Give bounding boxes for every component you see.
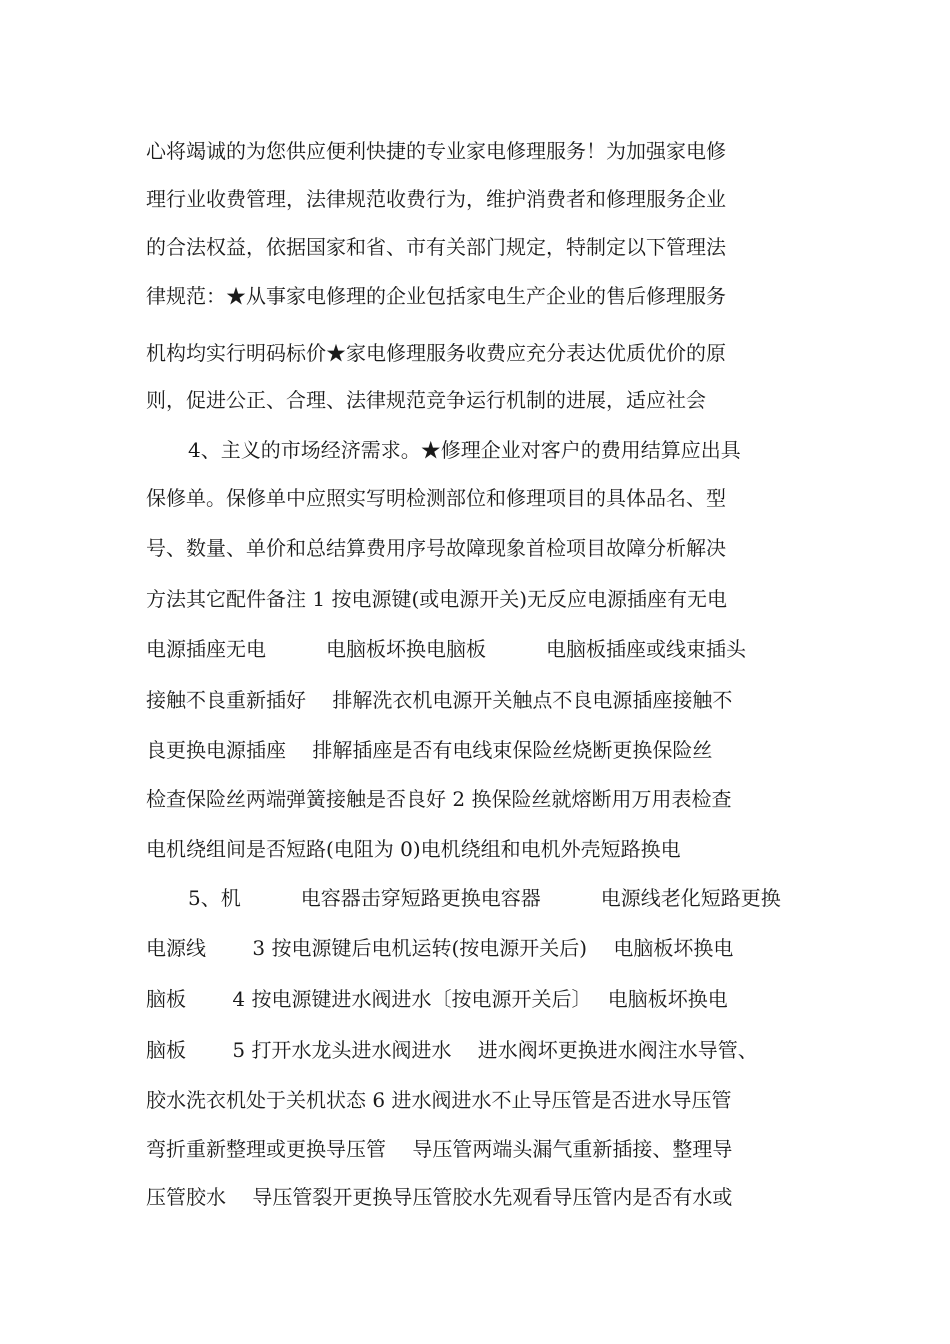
- text-line: 保修单。保修单中应照实写明检测部位和修理项目的具体品名、型: [146, 486, 726, 510]
- text-line: 机构均实行明码标价★家电修理服务收费应充分表达优质优价的原: [146, 341, 726, 365]
- text-line: 良更换电源插座 排解插座是否有电线束保险丝烧断更换保险丝: [146, 738, 713, 762]
- text-line: 接触不良重新插好 排解洗衣机电源开关触点不良电源插座接触不: [146, 688, 733, 712]
- text-line: 号、数量、单价和总结算费用序号故障现象首检项目故障分析解决: [146, 536, 726, 560]
- text-line: 电源线 3 按电源键后电机运转(按电源开关后) 电脑板坏换电: [146, 936, 734, 960]
- text-line: 检查保险丝两端弹簧接触是否良好 2 换保险丝就熔断用万用表检查: [146, 787, 732, 811]
- text-line: 方法其它配件备注 1 按电源键(或电源开关)无反应电源插座有无电: [146, 587, 728, 611]
- text-line: 脑板 5 打开水龙头进水阀进水 进水阀坏更换进水阀注水导管、: [146, 1038, 758, 1062]
- text-line: 4、主义的市场经济需求。★修理企业对客户的费用结算应出具: [188, 438, 741, 462]
- text-line: 心将竭诚的为您供应便利快捷的专业家电修理服务！为加强家电修: [146, 139, 726, 163]
- text-line: 电机绕组间是否短路(电阻为 0)电机绕组和电机外壳短路换电: [146, 837, 681, 861]
- text-line: 弯折重新整理或更换导压管 导压管两端头漏气重新插接、整理导: [146, 1137, 733, 1161]
- text-line: 电源插座无电 电脑板坏换电脑板 电脑板插座或线束插头: [146, 637, 746, 661]
- text-line: 的合法权益，依据国家和省、市有关部门规定，特制定以下管理法: [146, 235, 726, 259]
- text-line: 胶水洗衣机处于关机状态 6 进水阀进水不止导压管是否进水导压管: [146, 1088, 732, 1112]
- text-line: 5、机 电容器击穿短路更换电容器 电源线老化短路更换: [188, 886, 781, 910]
- text-line: 则，促进公正、合理、法律规范竞争运行机制的进展，适应社会: [146, 388, 706, 412]
- text-line: 律规范：★从事家电修理的企业包括家电生产企业的售后修理服务: [146, 284, 726, 308]
- text-line: 脑板 4 按电源键进水阀进水〔按电源开关后〕 电脑板坏换电: [146, 987, 728, 1011]
- text-line: 理行业收费管理，法律规范收费行为，维护消费者和修理服务企业: [146, 187, 726, 211]
- text-line: 压管胶水 导压管裂开更换导压管胶水先观看导压管内是否有水或: [146, 1185, 733, 1209]
